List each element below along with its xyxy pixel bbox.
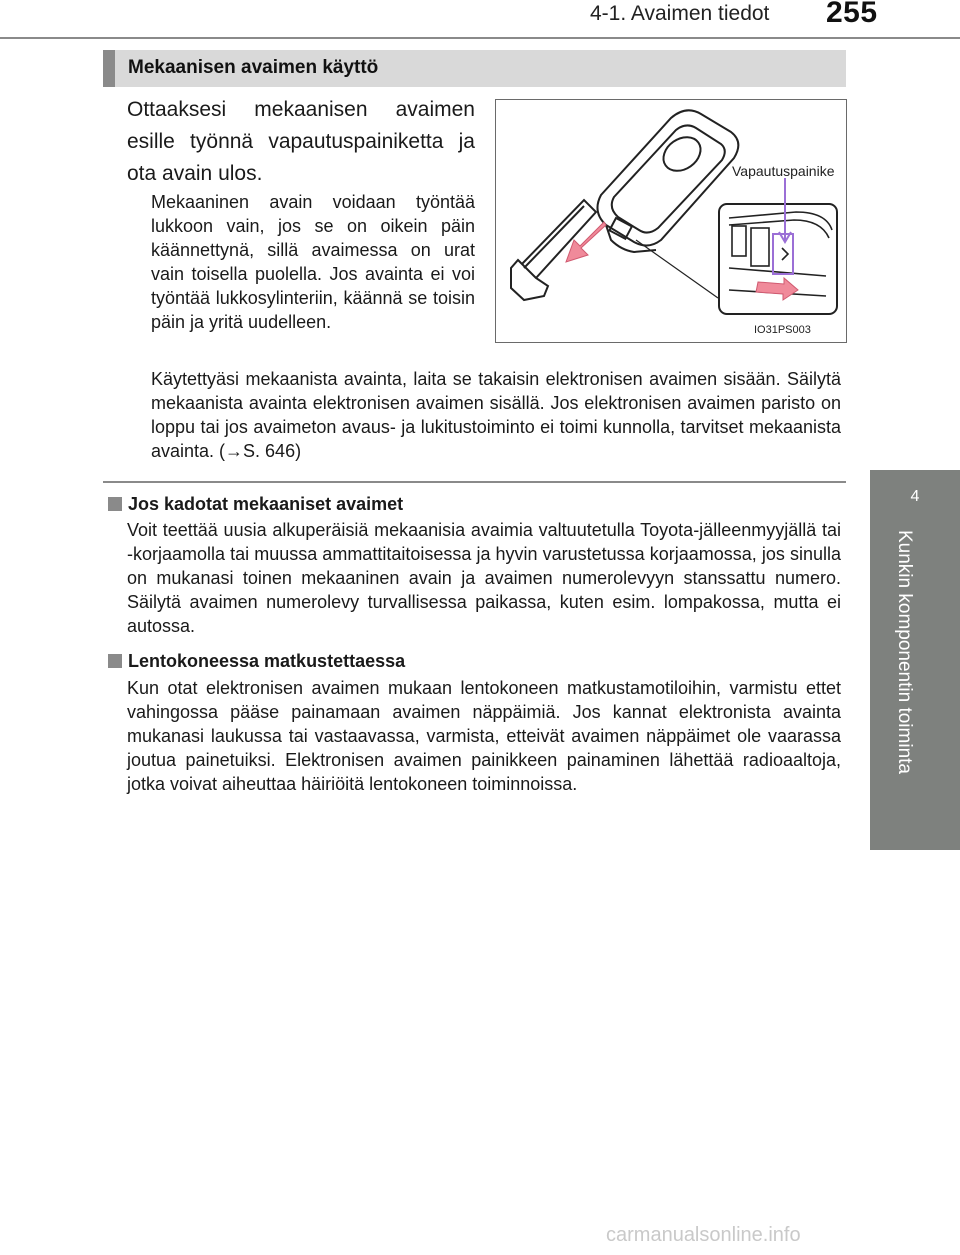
figure-code: IO31PS003: [754, 324, 811, 336]
page-number: 255: [826, 0, 878, 29]
note-paragraph: Mekaaninen avain voidaan työntää lukkoon vain, jos se on oikein päin käännettynä, sillä avaimessa on urat vain toisella puolella. Jos avainta ei voi työntää lukkosylinteriin, käännä se toisin päin ja yritä uudelleen.: [151, 192, 475, 332]
note-heading: [108, 651, 405, 672]
watermark: carmanualsonline.info: [606, 1224, 801, 1246]
section-divider: [103, 481, 846, 483]
note-heading: [108, 494, 403, 515]
electronic-key-illustration: [496, 100, 846, 342]
figure-label-release-button: Vapautuspainike: [732, 163, 835, 179]
section-title: Mekaanisen avaimen käyttö: [128, 57, 379, 78]
chapter-tab: [870, 524, 960, 850]
section-heading-marker: [103, 50, 115, 87]
chapter-tab-number: 4: [870, 470, 960, 524]
chapter-tab-title: Kunkin komponentin toiminta: [894, 530, 915, 774]
after-use-paragraph: Käytettyäsi mekaanista avainta, laita se takaisin elektronisen avaimen sisään. Säilytä mekaanista avainta elektronisen avaimen sisällä. Jos elektronisen avaimen paristo on loppu tai jos avaimeton avaus- ja lukitustoiminto ei toimi kunnolla, tarvitset mekaanista avainta. (→S. 646): [151, 369, 841, 461]
note-body: Kun otat elektronisen avaimen mukaan lentokoneen matkustamotiloihin, varmistu ettet vahingossa pääse painamaan avaimen näppäimiä. Jos kannat elektronista avainta mukanasi laukussa tai vastaavassa, varmista, etteivät avaimen näppäimet ole vaarassa joutua painetuiksi. Elektronisen avaimen painikkeen painaminen lähettää radioaaltoja, jotka voivat aiheuttaa häiriöitä lentokoneen toiminnoissa.: [127, 678, 841, 794]
note-heading-text: Lentokoneessa matkustettaessa: [128, 651, 406, 671]
key-release-figure: [495, 99, 847, 343]
running-header-section: 4-1. Avaimen tiedot: [590, 2, 770, 25]
square-bullet-icon: [108, 497, 122, 511]
note-body: Voit teettää uusia alkuperäisiä mekaanisia avaimia valtuutetulla Toyota-jälleenmyyjällä tai -korjaamolla tai muussa ammattitaitoisessa ja hyvin varustetussa korjaamossa, jos sinulla on mukanasi toinen mekaaninen avain ja avaimen numerolevyyn stanssattu numero. Säilytä avaimen numerolevy turvallisessa paikassa, kuten esim. lompakossa, mutta ei autossa.: [127, 520, 841, 636]
square-bullet-icon: [108, 654, 122, 668]
header-rule: [0, 37, 960, 39]
note-heading-text: Jos kadotat mekaaniset avaimet: [128, 494, 404, 514]
lead-paragraph: Ottaaksesi mekaanisen avaimen esille työnnä vapautuspainiketta ja ota avain ulos.: [127, 98, 475, 185]
